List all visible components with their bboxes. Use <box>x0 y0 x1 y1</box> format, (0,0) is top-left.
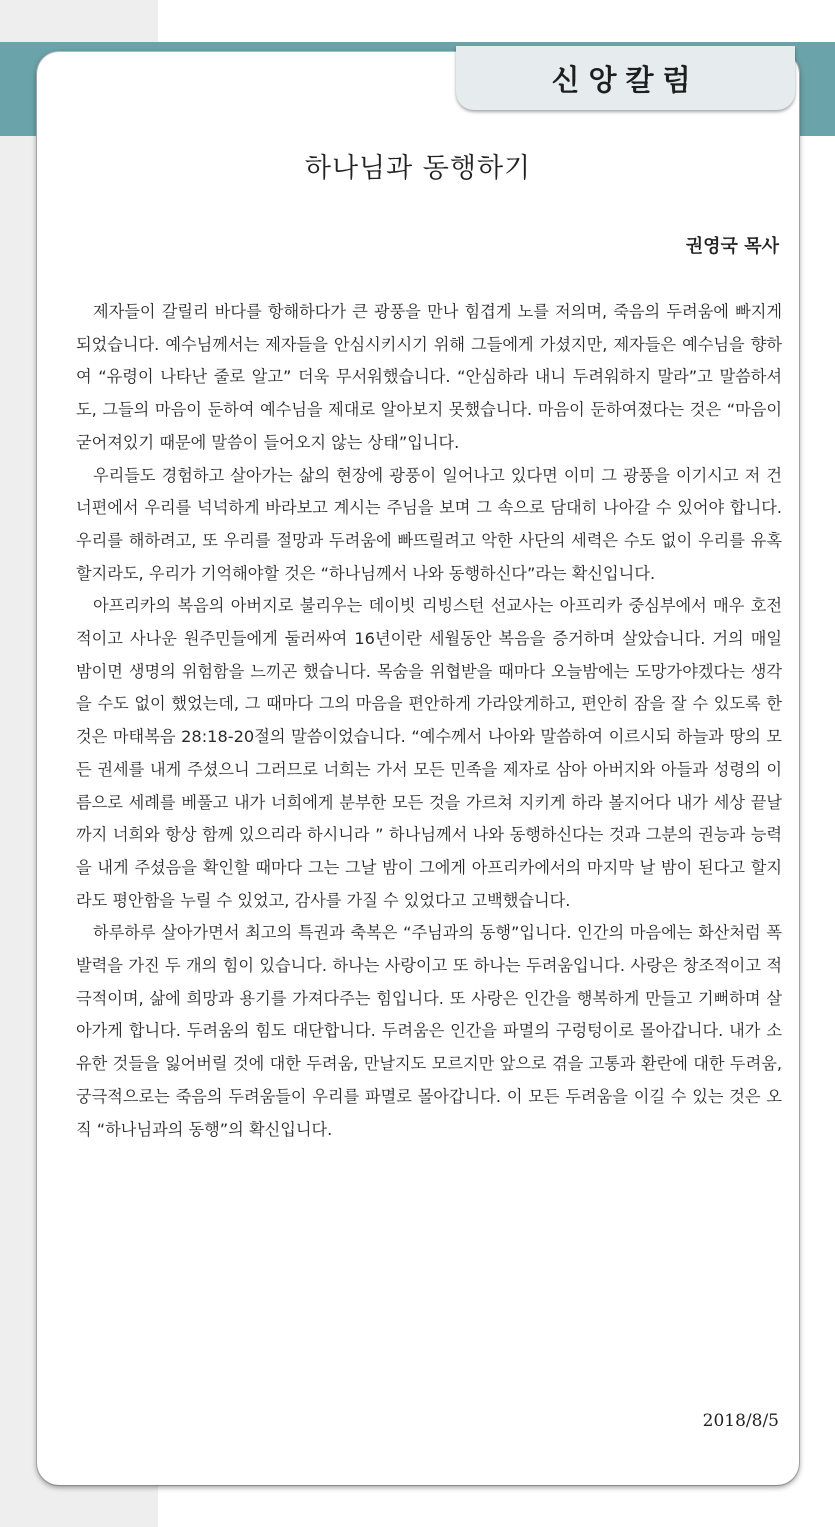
paragraph: 제자들이 갈릴리 바다를 항해하다가 큰 광풍을 만나 힘겹게 노를 저의며, 죽음의 두려움에 빠지게 되었습니다. 예수님께서는 제자들을 안심시키시기 위해 그들에게 가셨지만, 제자들은 예수님을 향하여 “유령이 나타난 줄로 알고” 더욱 무서워했습니다. “안심하라 내니 두려워하지 말라”고 말씀하셔도, 그들의 마음이 둔하여 예수님을 제대로 알아보지 못했습니다. 마음이 둔하여졌다는 것은 “마음이 굳어져있기 때문에 말씀이 들어오지 않는 상태”입니다. <box>76 302 782 452</box>
section-label: 신앙칼럼 <box>551 62 700 97</box>
paragraph: 아프리카의 복음의 아버지로 불리우는 데이빗 리빙스턴 선교사는 아프리카 중심부에서 매우 호전적이고 사나운 원주민들에게 둘러싸여 16년이란 세월동안 복음을 증거하며 살았습니다. 거의 매일 밤이면 생명의 위험함을 느끼곤 했습니다. 목숨을 위협받을 때마다 오늘밤에는 도망가야겠다는 생각을 수도 없이 했었는데, 그 때마다 그의 마음을 편안하게 가라앉게하고, 편안히 잠을 잘 수 있도록 한 것은 마태복음 28:18-20절의 말씀이었습니다. “예수께서 나아와 말씀하여 이르시되 하늘과 땅의 모든 권세를 내게 주셨으니 그러므로 너희는 가서 모든 민족을 제자로 삼아 아버지와 아들과 성령의 이름으로 세례를 베풀고 내가 너희에게 분부한 모든 것을 가르쳐 지키게 하라 볼지어다 내가 세상 끝날까지 너희와 항상 함께 있으리라 하시니라 ” 하나님께서 나와 동행하신다는 것과 그분의 권능과 능력을 내게 주셨음을 확인할 때마다 그는 그날 밤이 그에게 아프리카에서의 마지막 날 밤이 된다고 할지라도 평안함을 누릴 수 있었고, 감사를 가질 수 있었다고 고백했습니다. <box>76 596 782 910</box>
paragraph: 하루하루 살아가면서 최고의 특권과 축복은 “주님과의 동행”입니다. 인간의 마음에는 화산처럼 폭발력을 가진 두 개의 힘이 있습니다. 하나는 사랑이고 또 하나는 두려움입니다. 사랑은 창조적이고 적극적이며, 삶에 희망과 용기를 가져다주는 힘입니다. 또 사랑은 인간을 행복하게 만들고 기뻐하며 살아가게 합니다. 두려움의 힘도 대단합니다. 두려움은 인간을 파멸의 구렁텅이로 몰아갑니다. 내가 소유한 것들을 잃어버릴 것에 대한 두려움, 만날지도 모르지만 앞으로 겪을 고통과 환란에 대한 두려움, 궁극적으로는 죽음의 두려움들이 우리를 파멸로 몰아갑니다. 이 모든 두려움을 이길 수 있는 것은 오직 “하나님과의 동행”의 확신입니다. <box>76 923 782 1139</box>
article-author: 권영국 목사 <box>685 236 779 257</box>
section-tab <box>456 46 795 110</box>
article-body <box>76 296 782 1146</box>
paragraph: 우리들도 경험하고 살아가는 삶의 현장에 광풍이 일어나고 있다면 이미 그 광풍을 이기시고 저 건너편에서 우리를 넉넉하게 바라보고 계시는 주님을 보며 그 속으로 담대히 나아갈 수 있어야 합니다. 우리를 해하려고, 또 우리를 절망과 두려움에 빠뜨릴려고 악한 사단의 세력은 수도 없이 우리를 유혹할지라도, 우리가 기억해야할 것은 “하나님께서 나와 동행하신다”라는 확신입니다. <box>76 465 782 583</box>
article-title: 하나님과 동행하기 <box>304 153 532 184</box>
article-date: 2018/8/5 <box>702 1411 779 1431</box>
